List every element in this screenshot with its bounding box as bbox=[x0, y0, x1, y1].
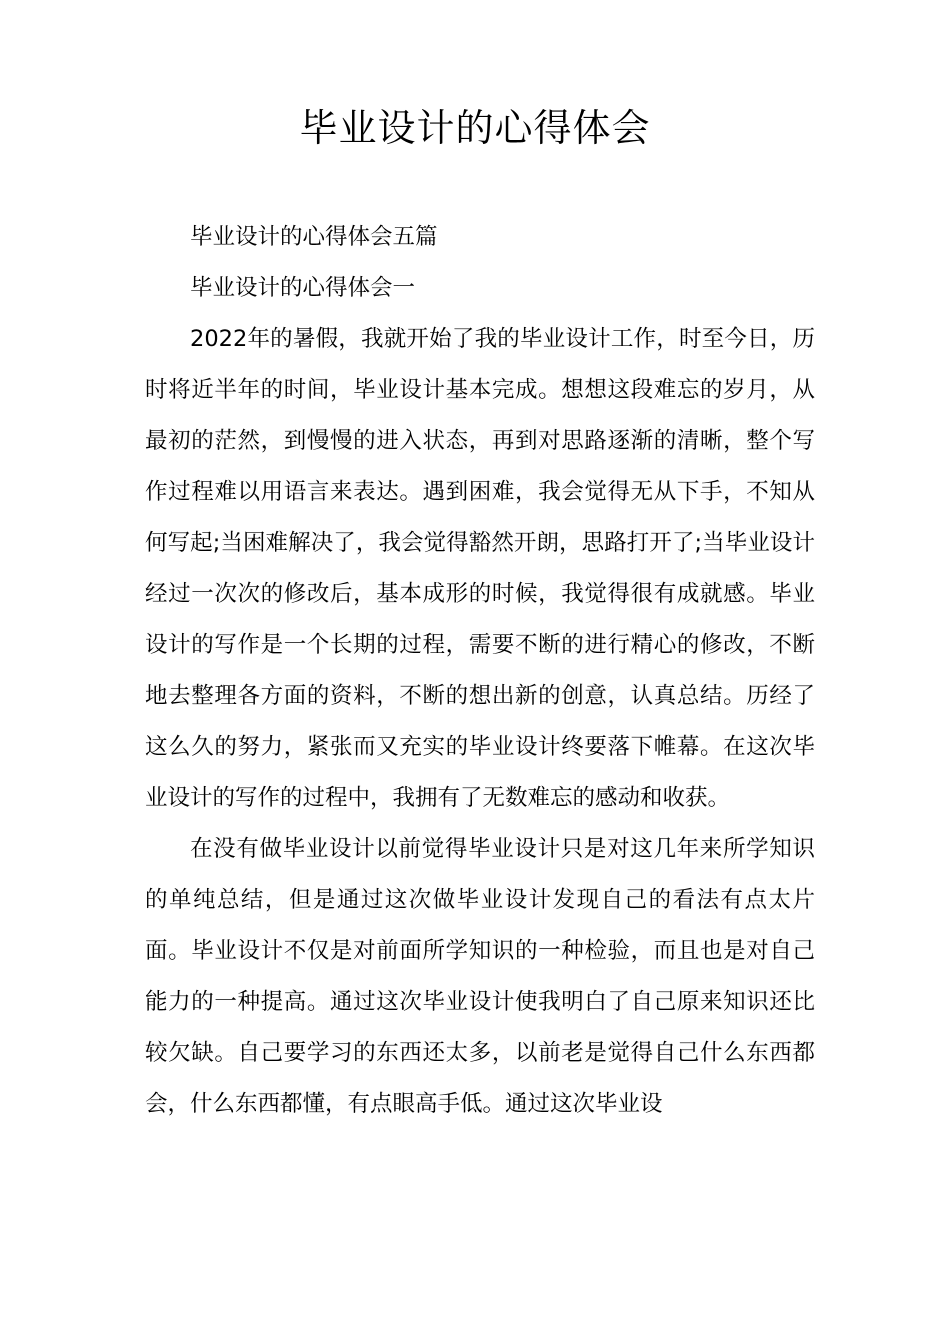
body-paragraph-1: 2022年的暑假，我就开始了我的毕业设计工作，时至今日，历时将近半年的时间，毕业设计基本完成。想想这段难忘的岁月，从最初的茫然，到慢慢的进入状态，再到对思路逐渐的清晰，整个写作过程难以用语言来表达。遇到困难，我会觉得无从下手，不知从何写起;当困难解决了，我会觉得豁然开朗，思路打开了;当毕业设计经过一次次的修改后，基本成形的时候，我觉得很有成就感。毕业设计的写作是一个长期的过程，需要不断的进行精心的修改，不断地去整理各方面的资料，不断的想出新的创意，认真总结。历经了这么久的努力，紧张而又充实的毕业设计终要落下帷幕。在这次毕业设计的写作的过程中，我拥有了无数难忘的感动和收获。 bbox=[145, 326, 815, 811]
document-title: 毕业设计的心得体会 bbox=[299, 106, 651, 150]
document-body bbox=[145, 212, 815, 1130]
subtitle-paragraph: 毕业设计的心得体会五篇 bbox=[190, 224, 438, 250]
body-paragraph-2: 在没有做毕业设计以前觉得毕业设计只是对这几年来所学知识的单纯总结，但是通过这次做毕业设计发现自己的看法有点太片面。毕业设计不仅是对前面所学知识的一种检验，而且也是对自己能力的一种提高。通过这次毕业设计使我明白了自己原来知识还比较欠缺。自己要学习的东西还太多，以前老是觉得自己什么东西都会，什么东西都懂，有点眼高手低。通过这次毕业设 bbox=[145, 836, 815, 1117]
section-heading-paragraph: 毕业设计的心得体会一 bbox=[190, 275, 416, 301]
